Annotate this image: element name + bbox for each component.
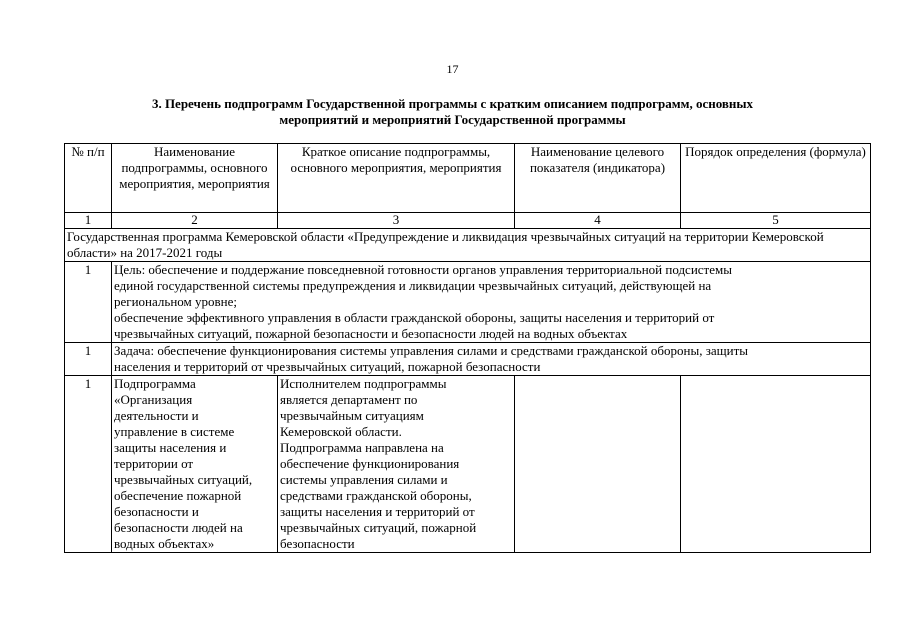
subprogram-description-line: Подпрограмма направлена на <box>280 440 444 455</box>
subprogram-name-line: Подпрограмма <box>114 376 196 391</box>
subprogram-indicator <box>515 376 681 553</box>
column-number: 1 <box>65 213 112 229</box>
subprogram-description-line: системы управления силами и <box>280 472 448 487</box>
subprogram-name-line: управление в системе <box>114 424 235 439</box>
column-numbers-row <box>65 213 871 229</box>
task-line: Задача: обеспечение функционирования системы управления силами и средствами гражданской обороны, защиты <box>114 343 748 358</box>
subprogram-description-line: защиты населения и территорий от <box>280 504 475 519</box>
subprogram-description-line: является департамент по <box>280 392 418 407</box>
task-text <box>112 343 871 376</box>
page-number: 17 <box>446 62 459 76</box>
section-title <box>64 96 841 128</box>
task-row <box>65 343 871 376</box>
subprogram-description <box>278 376 515 553</box>
subprogram-description-line: чрезвычайным ситуациям <box>280 408 424 423</box>
subprogram-name-line: «Организация <box>114 392 193 407</box>
subprogram-formula <box>681 376 871 553</box>
column-number: 5 <box>681 213 871 229</box>
goal-number: 1 <box>65 262 112 343</box>
section-title-line-2: мероприятий и мероприятий Государственной программы <box>279 112 626 127</box>
subprogram-row <box>65 376 871 553</box>
goal-text <box>112 262 871 343</box>
subprogram-name-line: деятельности и <box>114 408 199 423</box>
goal-line: региональном уровне; <box>114 294 237 309</box>
header-number: № п/п <box>65 144 112 213</box>
header-formula: Порядок определения (формула) <box>681 144 871 213</box>
subprogram-name-line: безопасности людей на <box>114 520 243 535</box>
subprogram-description-line: средствами гражданской обороны, <box>280 488 472 503</box>
section-title-line-1: 3. Перечень подпрограмм Государственной программы с кратким описанием подпрограмм, основных <box>151 96 754 111</box>
column-number: 4 <box>515 213 681 229</box>
goal-line: Цель: обеспечение и поддержание повседневной готовности органов управления территориальной подсистемы <box>114 262 732 277</box>
header-description: Краткое описание подпрограммы, основного мероприятия, мероприятия <box>278 144 515 213</box>
task-line: населения и территорий от чрезвычайных ситуаций, пожарной безопасности <box>114 359 541 374</box>
program-row <box>65 229 871 262</box>
subprogram-description-line: Кемеровской области. <box>280 424 402 439</box>
subprogram-name-line: чрезвычайных ситуаций, <box>114 472 253 487</box>
subprogram-description-line: чрезвычайных ситуаций, пожарной <box>280 520 477 535</box>
program-title-cell: Государственная программа Кемеровской области «Предупреждение и ликвидация чрезвычайных ситуаций на территории Кемеровской области» на 2017-2021 годы <box>65 229 871 262</box>
subprogram-description-line: обеспечение функционирования <box>280 456 460 471</box>
header-name: Наименование подпрограммы, основного мероприятия, мероприятия <box>112 144 278 213</box>
goal-line: чрезвычайных ситуаций, пожарной безопасности и безопасности людей на водных объектах <box>114 326 628 341</box>
subprograms-table <box>64 143 871 553</box>
column-number: 3 <box>278 213 515 229</box>
subprogram-name-line: обеспечение пожарной <box>114 488 242 503</box>
header-indicator: Наименование целевого показателя (индикатора) <box>515 144 681 213</box>
subprogram-description-line: безопасности <box>280 536 355 551</box>
subprogram-name-line: водных объектах» <box>114 536 215 551</box>
table-header-row <box>65 144 871 213</box>
subprogram-name-line: территории от <box>114 456 194 471</box>
goal-line: обеспечение эффективного управления в области гражданской обороны, защиты населения и территорий от <box>114 310 715 325</box>
subprogram-description-line: Исполнителем подпрограммы <box>280 376 447 391</box>
task-number: 1 <box>65 343 112 376</box>
subprogram-name-line: безопасности и <box>114 504 199 519</box>
goal-line: единой государственной системы предупреждения и ликвидации чрезвычайных ситуаций, действующей на <box>114 278 712 293</box>
subprogram-number: 1 <box>65 376 112 553</box>
goal-row <box>65 262 871 343</box>
subprogram-name <box>112 376 278 553</box>
column-number: 2 <box>112 213 278 229</box>
subprogram-name-line: защиты населения и <box>114 440 227 455</box>
